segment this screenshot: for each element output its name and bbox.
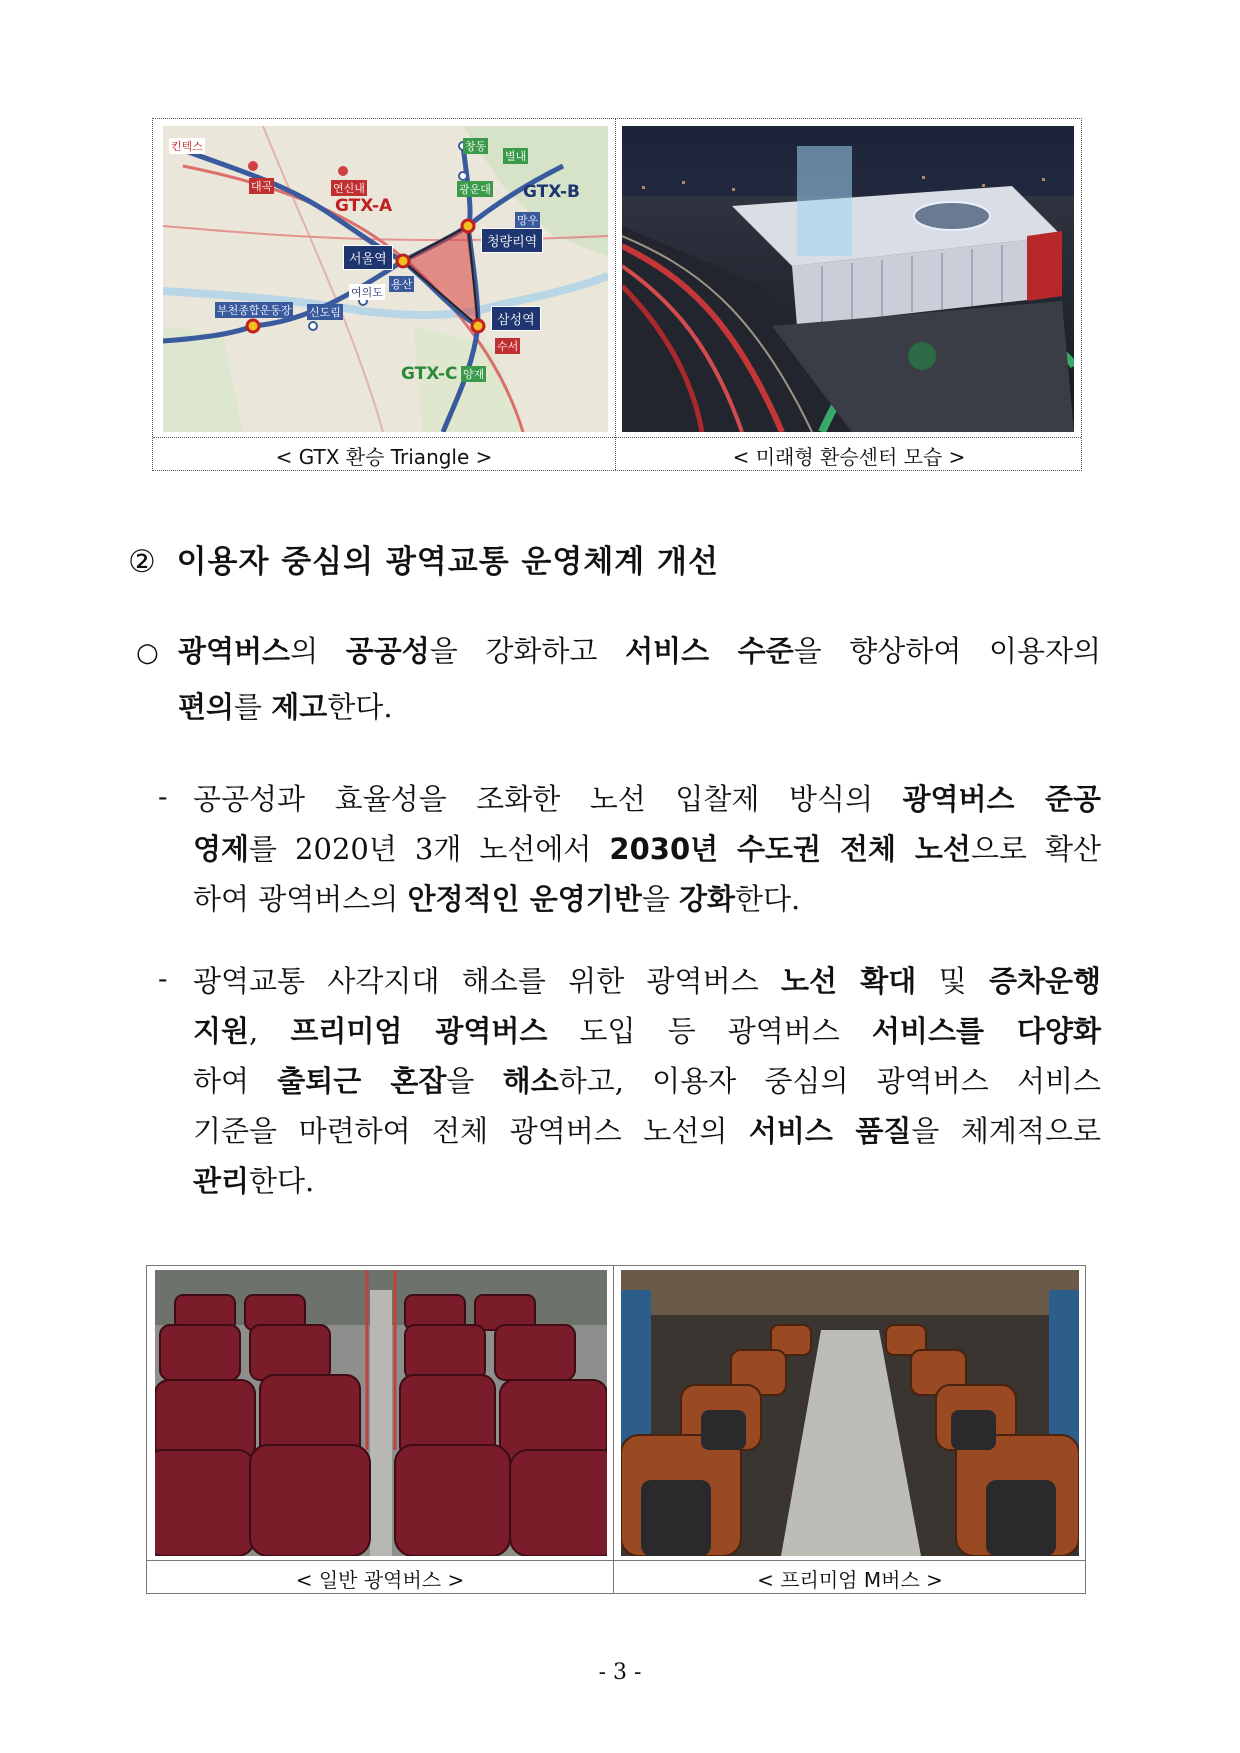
strong-text: 관리: [193, 1164, 250, 1198]
gtx-triangle-caption: < GTX 환승 Triangle >: [275, 445, 493, 469]
strong-text: 출퇴근 혼잡: [277, 1064, 447, 1098]
strong-text: 서비스 품질: [748, 1114, 912, 1148]
body-text: 의: [290, 634, 346, 668]
body-text: 한다.: [327, 690, 393, 724]
body-text: 및: [916, 964, 989, 998]
body-text: 를: [234, 690, 272, 724]
body-text: 을 향상하여 이용자의: [793, 634, 1102, 668]
map-label-samseong: 삼성역: [491, 306, 541, 331]
page-number: - 3 -: [598, 1660, 642, 1685]
strong-text: 프리미엄 광역버스: [290, 1014, 548, 1048]
body-text: ,: [249, 1014, 291, 1048]
body-text: 을: [641, 882, 679, 916]
body-text: 하여: [193, 1064, 278, 1098]
strong-text: 서비스를 다양화: [871, 1014, 1101, 1048]
strong-text: 편의: [178, 690, 235, 724]
map-label-mangu: 망우: [517, 214, 539, 227]
body-text: 한다.: [249, 1164, 315, 1198]
map-label-gtx-b: GTX-B: [523, 182, 580, 202]
body-text: 한다.: [735, 882, 801, 916]
map-label-daegok: 대곡: [251, 180, 273, 193]
body-text: 하여 광역버스의: [193, 882, 408, 916]
map-label-seoul-station: 서울역: [343, 245, 393, 270]
strong-text: 강화: [679, 882, 736, 916]
map-label-gtx-c: GTX-C: [401, 364, 458, 384]
strong-text: 증차운행: [988, 964, 1101, 998]
body-text: 으로 확산: [970, 832, 1101, 866]
premium-bus-caption: < 프리미엄 M버스 >: [757, 1568, 943, 1592]
strong-text: 광역버스 준공: [902, 782, 1101, 816]
general-bus-caption: < 일반 광역버스 >: [295, 1568, 465, 1592]
map-label-cheongnyangni: 청량리역: [481, 228, 543, 253]
body-text: 공공성과 효율성을 조화한 노선 입찰제 방식의: [193, 782, 903, 816]
strong-text: 공공성: [345, 634, 430, 668]
map-label-yongsan: 용산: [391, 278, 413, 291]
map-label-sindorim: 신도림: [309, 306, 341, 319]
body-text: 도입 등 광역버스: [547, 1014, 872, 1048]
map-label-suseo: 수서: [497, 340, 519, 353]
strong-text: 광역버스: [178, 634, 291, 668]
map-label-gtx-a: GTX-A: [335, 196, 393, 216]
top-figure-table: [152, 118, 1082, 471]
body-text: 을: [446, 1064, 503, 1098]
gtx-triangle-map-image: [163, 126, 608, 432]
strong-text: 서비스 수준: [625, 634, 794, 668]
bullet-mark: ○: [136, 638, 159, 668]
dash-paragraph-2: [193, 956, 1101, 1206]
transfer-center-caption: < 미래형 환승센터 모습 >: [732, 445, 966, 469]
strong-text: 안정적인 운영기반: [407, 882, 642, 916]
map-label-bucheon: 부천종합운동장: [217, 304, 292, 317]
body-text: 광역교통 사각지대 해소를 위한 광역버스: [193, 964, 781, 998]
dash-mark-1: -: [158, 780, 168, 813]
dash-mark-2: -: [158, 962, 168, 995]
map-label-byeollae: 별내: [505, 150, 527, 163]
premium-bus-interior-image: [621, 1270, 1079, 1556]
map-label-changdong: 창동: [465, 140, 487, 153]
strong-text: 해소: [502, 1064, 559, 1098]
future-transfer-center-image: [622, 126, 1074, 432]
body-text: 하고, 이용자 중심의 광역버스 서비스: [558, 1064, 1101, 1098]
strong-text: 영제: [193, 832, 250, 866]
strong-text: 지원: [193, 1014, 250, 1048]
strong-text: 제고: [271, 690, 328, 724]
bottom-figure-table: [146, 1265, 1086, 1594]
section-number: ②: [128, 544, 157, 580]
section-title: 이용자 중심의 광역교통 운영체계 개선: [176, 544, 719, 580]
body-text: 을 체계적으로: [911, 1114, 1101, 1148]
map-label-yeouido: 여의도: [351, 286, 383, 299]
dash-paragraph-1: [193, 774, 1101, 924]
map-label-yangjae: 양재: [463, 368, 485, 381]
map-label-gwangundae: 광운대: [459, 183, 491, 196]
body-text: 기준을 마련하여 전체 광역버스 노선의: [193, 1114, 749, 1148]
general-bus-interior-image: [155, 1270, 607, 1556]
strong-text: 노선 확대: [780, 964, 917, 998]
map-label-kintex: 킨텍스: [171, 140, 203, 153]
section-heading: [128, 536, 719, 581]
bullet-paragraph: [178, 626, 1101, 732]
map-label-yeonsinnae: 연신내: [333, 182, 365, 195]
body-text: 를 2020년 3개 노선에서: [249, 832, 610, 866]
body-text: 을 강화하고: [429, 634, 626, 668]
strong-text: 2030년 수도권 전체 노선: [609, 832, 971, 866]
